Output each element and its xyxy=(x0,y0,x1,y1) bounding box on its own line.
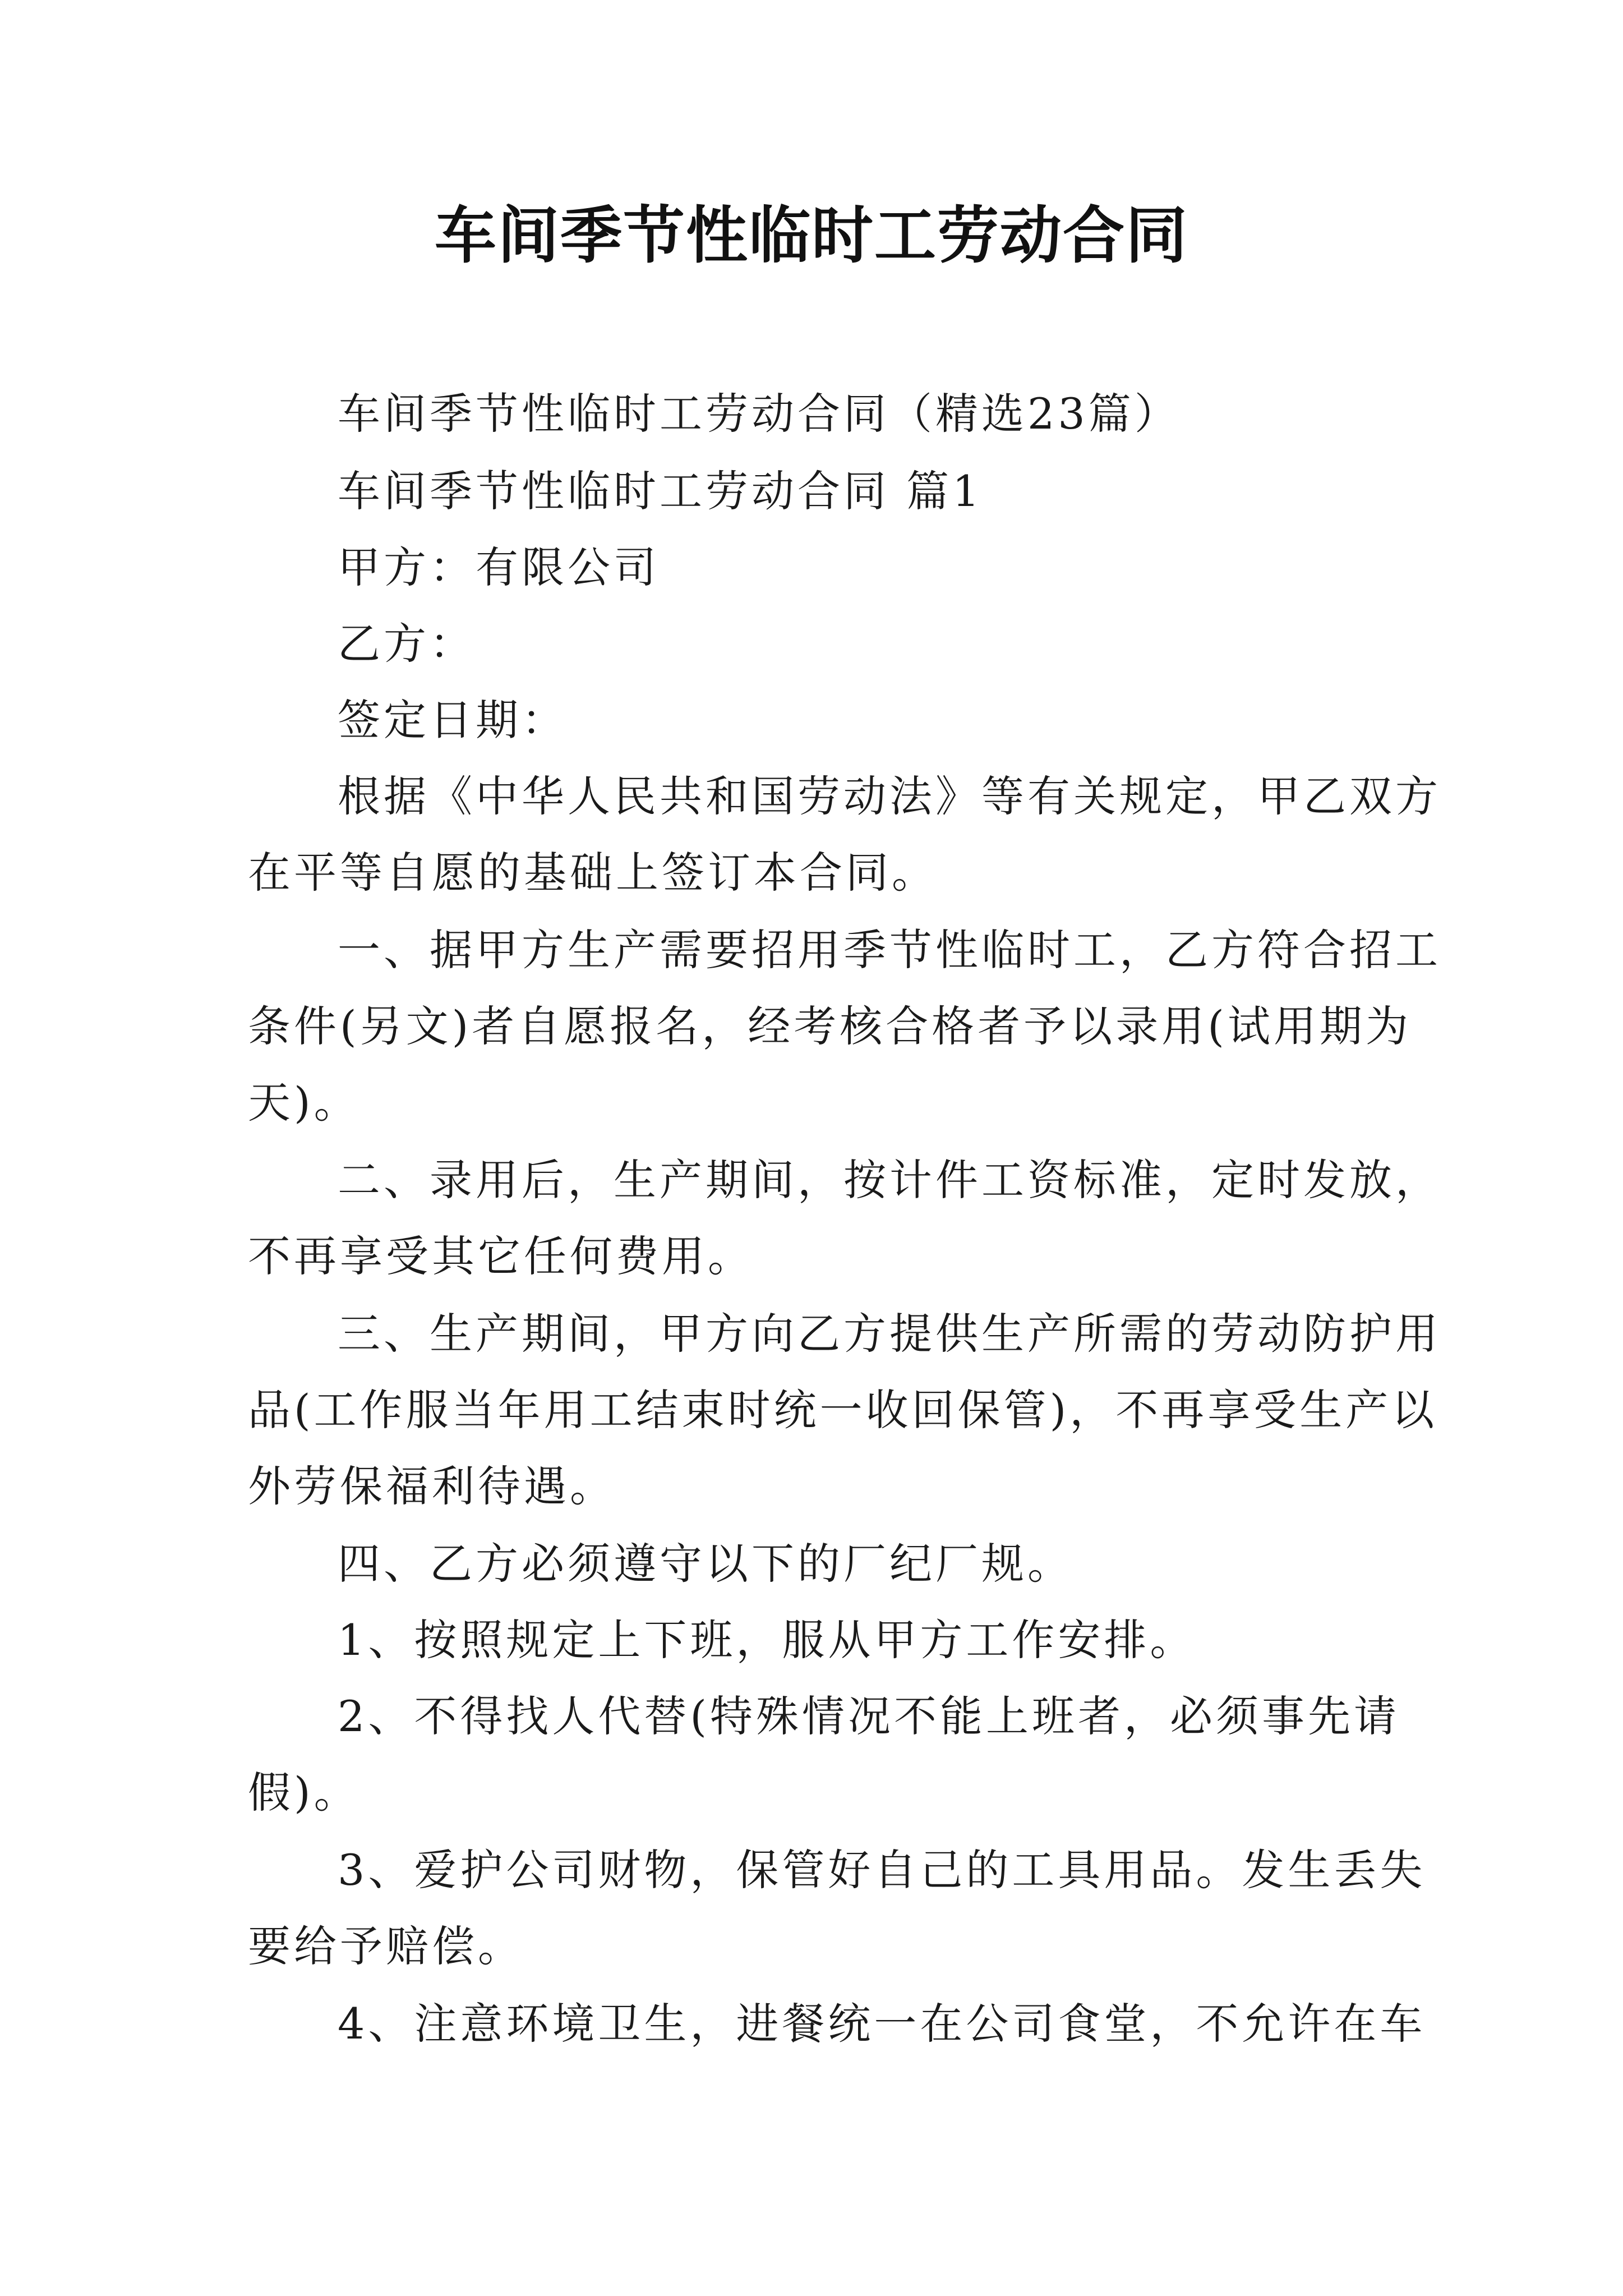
subtitle-line: 车间季节性临时工劳动合同（精选23篇） xyxy=(338,389,1181,439)
paragraph-line: 条件(另文)者自愿报名，经考核合格者予以录用(试用期为 xyxy=(248,1001,1412,1051)
list-item-line: 2、不得找人代替(特殊情况不能上班者，必须事先请 xyxy=(338,1691,1400,1741)
paragraph-line: 品(工作服当年用工结束时统一收回保管)，不再享受生产以 xyxy=(248,1385,1438,1435)
section-heading: 车间季节性临时工劳动合同 篇1 xyxy=(338,466,983,516)
document-title: 车间季节性临时工劳动合同 xyxy=(435,200,1188,272)
list-item-line: 要给予赔偿。 xyxy=(248,1921,524,1971)
paragraph-line: 天)。 xyxy=(248,1078,360,1128)
list-item-line: 3、爱护公司财物，保管好自己的工具用品。发生丢失 xyxy=(338,1845,1426,1895)
sign-date-line: 签定日期： xyxy=(338,695,568,745)
paragraph-line: 外劳保福利待遇。 xyxy=(248,1461,616,1511)
paragraph-line: 一、据甲方生产需要招用季节性临时工，乙方符合招工 xyxy=(338,925,1441,975)
paragraph-line: 根据《中华人民共和国劳动法》等有关规定，甲乙双方 xyxy=(338,771,1441,821)
paragraph-line: 三、生产期间，甲方向乙方提供生产所需的劳动防护用 xyxy=(338,1309,1441,1359)
paragraph-line: 不再享受其它任何费用。 xyxy=(248,1231,754,1281)
list-item-line: 假)。 xyxy=(248,1768,360,1818)
paragraph-line: 四、乙方必须遵守以下的厂纪厂规。 xyxy=(338,1539,1073,1589)
list-item-line: 1、按照规定上下班，服从甲方工作安排。 xyxy=(338,1615,1196,1665)
party-b-line: 乙方： xyxy=(338,619,476,669)
paragraph-line: 在平等自愿的基础上签订本合同。 xyxy=(248,848,938,898)
party-a-line: 甲方：有限公司 xyxy=(338,542,660,592)
paragraph-line: 二、录用后，生产期间，按计件工资标准，定时发放， xyxy=(338,1155,1441,1205)
list-item-line: 4、注意环境卫生，进餐统一在公司食堂，不允许在车 xyxy=(338,1999,1426,2049)
